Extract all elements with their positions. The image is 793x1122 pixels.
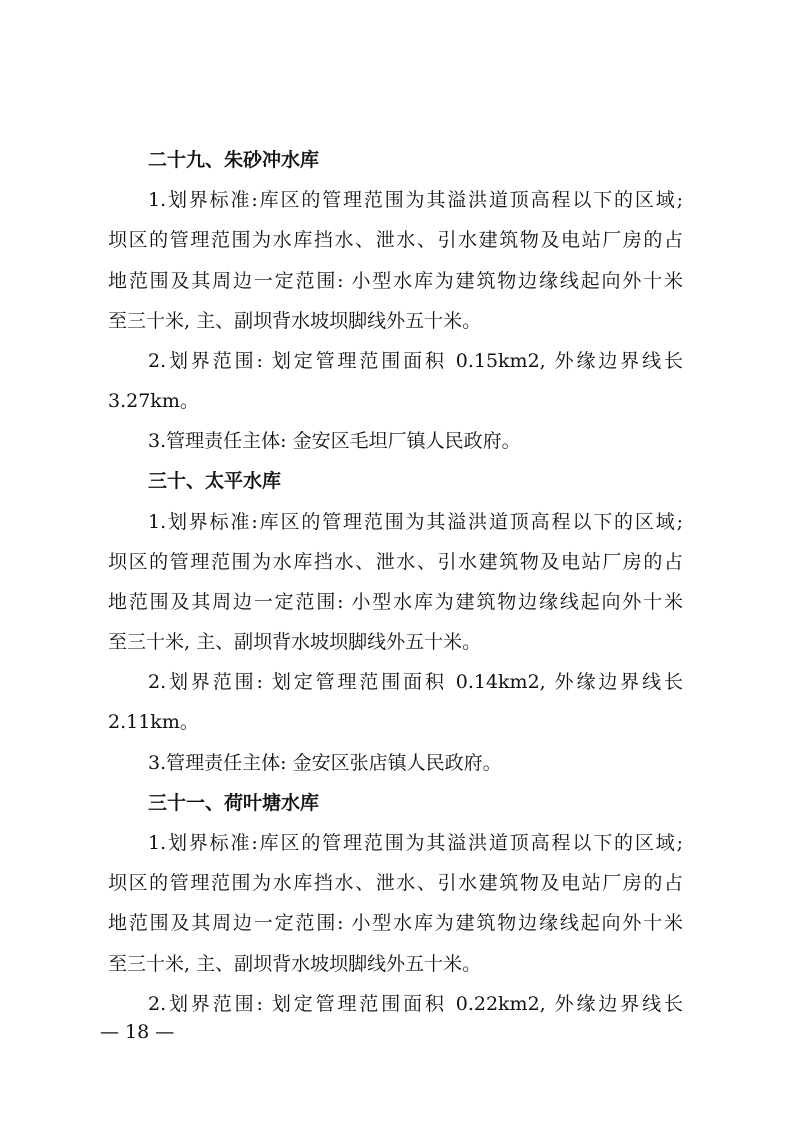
responsible-line: 3.管理责任主体: 金安区张店镇人民政府。 bbox=[148, 752, 502, 774]
standard-line: 1.划界标准:库区的管理范围为其溢洪道顶高程以下的区域; bbox=[148, 189, 683, 211]
standard-line: 地范围及其周边一定范围: 小型水库为建筑物边缘线起向外十米 bbox=[108, 591, 683, 613]
standard-line: 1.划界标准:库区的管理范围为其溢洪道顶高程以下的区域; bbox=[148, 511, 683, 533]
scope-line: 2.11km。 bbox=[108, 711, 199, 733]
standard-line: 地范围及其周边一定范围: 小型水库为建筑物边缘线起向外十米 bbox=[108, 270, 683, 292]
section-heading: 三十一、荷叶塘水库 bbox=[148, 792, 320, 814]
standard-line: 坝区的管理范围为水库挡水、泄水、引水建筑物及电站厂房的占 bbox=[108, 872, 683, 894]
standard-line: 至三十米, 主、副坝背水坡坝脚线外五十米。 bbox=[108, 310, 482, 332]
page-number: — 18 — bbox=[100, 1021, 175, 1043]
section-heading: 三十、太平水库 bbox=[148, 470, 282, 492]
scope-line: 2.划界范围: 划定管理范围面积 0.14km2, 外缘边界线长 bbox=[148, 671, 683, 693]
standard-line: 1.划界标准:库区的管理范围为其溢洪道顶高程以下的区域; bbox=[148, 832, 683, 854]
section-heading: 二十九、朱砂冲水库 bbox=[148, 149, 320, 171]
standard-line: 坝区的管理范围为水库挡水、泄水、引水建筑物及电站厂房的占 bbox=[108, 229, 683, 251]
scope-line: 2.划界范围: 划定管理范围面积 0.15km2, 外缘边界线长 bbox=[148, 350, 683, 372]
standard-line: 至三十米, 主、副坝背水坡坝脚线外五十米。 bbox=[108, 953, 482, 975]
scope-line: 3.27km。 bbox=[108, 390, 199, 412]
standard-line: 地范围及其周边一定范围: 小型水库为建筑物边缘线起向外十米 bbox=[108, 912, 683, 934]
responsible-line: 3.管理责任主体: 金安区毛坦厂镇人民政府。 bbox=[148, 430, 521, 452]
standard-line: 至三十米, 主、副坝背水坡坝脚线外五十米。 bbox=[108, 631, 482, 653]
standard-line: 坝区的管理范围为水库挡水、泄水、引水建筑物及电站厂房的占 bbox=[108, 551, 683, 573]
scope-line: 2.划界范围: 划定管理范围面积 0.22km2, 外缘边界线长 bbox=[148, 993, 683, 1015]
